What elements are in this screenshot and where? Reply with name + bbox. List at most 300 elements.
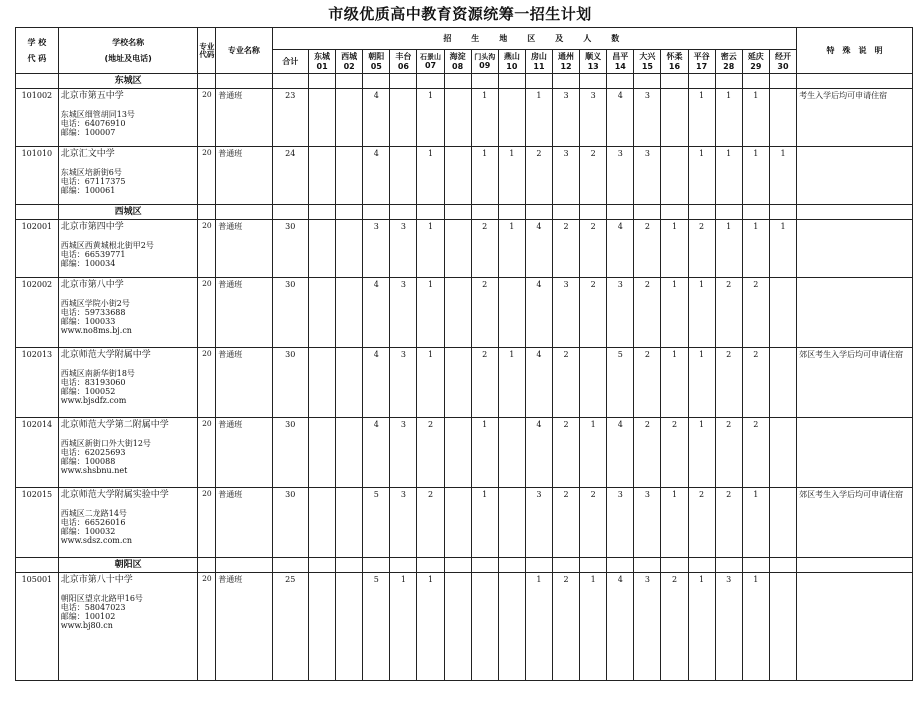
district-count: 2	[471, 278, 498, 348]
district-count: 1	[417, 348, 444, 418]
district-name: 密云	[720, 52, 737, 62]
district-count: 1	[661, 348, 688, 418]
district-count: 1	[498, 220, 525, 278]
school-code: 102014	[16, 418, 59, 488]
region-spacer	[580, 558, 607, 573]
district-count	[769, 488, 796, 558]
spec-name: 普通班	[216, 418, 272, 488]
special-note: 考生入学后均可申请住宿	[797, 89, 913, 147]
district-name: 延庆	[747, 52, 764, 62]
district-count: 1	[525, 89, 552, 147]
total-count: 23	[272, 89, 309, 147]
region-spacer	[769, 205, 796, 220]
school-address-line: 电话：62025693	[60, 448, 126, 458]
district-count: 1	[471, 89, 498, 147]
school-row	[16, 348, 913, 418]
district-count	[498, 278, 525, 348]
region-spacer	[661, 205, 688, 220]
district-count: 4	[363, 418, 390, 488]
header-district	[363, 50, 390, 74]
region-spacer	[688, 74, 715, 89]
region-spacer	[715, 205, 742, 220]
district-code: 08	[452, 61, 464, 71]
district-count	[498, 573, 525, 681]
district-name: 通州	[558, 52, 575, 62]
district-count	[444, 418, 471, 488]
district-count	[498, 89, 525, 147]
spec-name: 普通班	[216, 488, 272, 558]
header-district	[607, 50, 634, 74]
district-count: 1	[742, 488, 769, 558]
region-spacer	[607, 74, 634, 89]
header-code-top: 学 校	[27, 38, 47, 48]
district-count: 2	[634, 418, 661, 488]
district-count: 1	[471, 147, 498, 205]
district-count: 3	[390, 220, 417, 278]
district-code: 16	[668, 61, 681, 71]
school-address-line: 电话：66526016	[60, 518, 126, 528]
school-info	[58, 418, 198, 488]
district-code: 15	[641, 61, 653, 71]
district-count	[336, 488, 363, 558]
region-spacer	[444, 558, 471, 573]
header-spec-code: 专业代码	[198, 28, 216, 74]
district-count	[444, 573, 471, 681]
header-spec-name: 专业名称	[216, 28, 272, 74]
district-count	[444, 348, 471, 418]
spec-name: 普通班	[216, 278, 272, 348]
page-title: 市级优质高中教育资源统筹一招生计划	[328, 5, 592, 23]
spec-code: 20	[198, 418, 216, 488]
district-count: 2	[715, 418, 742, 488]
school-row	[16, 89, 913, 147]
school-address-line: 邮编：100033	[60, 316, 116, 326]
special-note	[797, 573, 913, 681]
district-code: 30	[777, 61, 789, 71]
district-count: 1	[688, 278, 715, 348]
region-spacer	[715, 74, 742, 89]
district-count: 4	[607, 220, 634, 278]
district-count: 1	[417, 89, 444, 147]
district-count: 3	[607, 488, 634, 558]
school-code: 102015	[16, 488, 59, 558]
header-district	[688, 50, 715, 74]
header-name-top: 学校名称	[112, 38, 145, 48]
region-spacer	[471, 74, 498, 89]
special-note: 郊区考生入学后均可申请住宿	[797, 488, 913, 558]
header-district	[444, 50, 471, 74]
district-count	[444, 488, 471, 558]
school-code: 101010	[16, 147, 59, 205]
school-address-line: 电话：59733688	[60, 308, 126, 318]
district-count: 4	[525, 418, 552, 488]
school-info	[58, 488, 198, 558]
school-row	[16, 220, 913, 278]
school-info	[58, 278, 198, 348]
school-name: 北京师范大学附属中学	[60, 350, 151, 360]
district-count: 3	[607, 278, 634, 348]
spec-name: 普通班	[216, 220, 272, 278]
district-count: 1	[742, 89, 769, 147]
district-count: 1	[580, 573, 607, 681]
header-district	[715, 50, 742, 74]
region-spacer	[471, 205, 498, 220]
district-code: 29	[750, 61, 762, 71]
school-code: 102001	[16, 220, 59, 278]
district-count: 1	[769, 147, 796, 205]
region-code-cell	[16, 74, 59, 89]
district-count	[769, 348, 796, 418]
district-count	[661, 147, 688, 205]
district-count: 4	[607, 89, 634, 147]
district-count: 3	[390, 348, 417, 418]
district-count	[336, 220, 363, 278]
district-count	[498, 488, 525, 558]
header-district	[498, 50, 525, 74]
region-spacer	[390, 74, 417, 89]
district-count: 1	[498, 348, 525, 418]
district-count	[444, 278, 471, 348]
header-school-name	[58, 28, 198, 74]
district-count: 1	[688, 348, 715, 418]
school-address-line: 电话：58047023	[60, 603, 126, 613]
district-count	[336, 573, 363, 681]
school-address-line: 邮编：100052	[60, 386, 116, 396]
spec-code: 20	[198, 488, 216, 558]
district-count: 4	[607, 418, 634, 488]
district-code: 17	[696, 61, 708, 71]
district-count: 3	[715, 573, 742, 681]
region-spacer	[607, 558, 634, 573]
district-code: 09	[479, 60, 491, 70]
header-district	[742, 50, 769, 74]
region-code-cell	[16, 205, 59, 220]
region-spacer	[390, 558, 417, 573]
region-spacer	[661, 74, 688, 89]
school-address-line: 电话：67117375	[60, 177, 126, 187]
district-count: 2	[580, 147, 607, 205]
region-code-cell	[16, 558, 59, 573]
district-code: 28	[723, 61, 735, 71]
district-name: 东城	[314, 52, 331, 62]
school-address-line: 西城区西黄城根北街甲2号	[60, 241, 154, 251]
spec-name: 普通班	[216, 147, 272, 205]
school-address-line: 邮编：100061	[60, 185, 116, 195]
school-address-line: 东城区培新街6号	[60, 168, 122, 178]
total-count: 30	[272, 278, 309, 348]
district-name: 朝阳	[368, 52, 385, 62]
header-district	[525, 50, 552, 74]
total-count: 30	[272, 220, 309, 278]
district-count: 1	[688, 418, 715, 488]
region-spacer	[336, 74, 363, 89]
district-count: 2	[417, 418, 444, 488]
school-code: 102013	[16, 348, 59, 418]
district-count	[769, 89, 796, 147]
region-spacer	[553, 205, 580, 220]
district-count	[390, 89, 417, 147]
district-count: 2	[688, 220, 715, 278]
district-count: 5	[363, 488, 390, 558]
district-count: 2	[634, 348, 661, 418]
region-spacer	[769, 74, 796, 89]
district-count: 3	[634, 488, 661, 558]
total-count: 24	[272, 147, 309, 205]
district-count: 2	[715, 348, 742, 418]
district-count: 2	[553, 573, 580, 681]
district-count	[580, 348, 607, 418]
district-count: 2	[553, 418, 580, 488]
district-count	[309, 348, 336, 418]
district-count: 1	[715, 220, 742, 278]
district-count	[336, 278, 363, 348]
district-count: 1	[471, 418, 498, 488]
region-spacer	[216, 74, 272, 89]
region-name: 西城区	[58, 205, 198, 220]
header-district	[769, 50, 796, 74]
total-count: 30	[272, 488, 309, 558]
school-address-line: 邮编：100034	[60, 258, 116, 268]
header-name-bottom: (地址及电话)	[104, 53, 152, 63]
region-spacer	[797, 205, 913, 220]
region-spacer	[198, 558, 216, 573]
school-address-line: 西城区南新华街18号	[60, 369, 135, 379]
district-count: 2	[525, 147, 552, 205]
district-count	[309, 89, 336, 147]
district-count	[769, 278, 796, 348]
district-name: 西城	[341, 52, 358, 62]
header-code-bottom: 代 码	[27, 53, 47, 63]
school-address-line: 西城区新街口外大街12号	[60, 439, 151, 449]
district-count: 1	[390, 573, 417, 681]
district-count: 1	[715, 147, 742, 205]
region-spacer	[272, 74, 309, 89]
district-count: 1	[417, 147, 444, 205]
header-region-title: 招 生 地 区 及 人 数	[272, 28, 797, 50]
district-code: 10	[506, 61, 518, 71]
district-count: 4	[363, 89, 390, 147]
region-spacer	[797, 558, 913, 573]
district-count	[309, 278, 336, 348]
district-count: 4	[363, 348, 390, 418]
district-count: 2	[634, 278, 661, 348]
header-district	[553, 50, 580, 74]
district-count: 1	[580, 418, 607, 488]
school-name: 北京汇文中学	[60, 149, 115, 159]
district-count: 2	[471, 348, 498, 418]
region-spacer	[634, 205, 661, 220]
district-count: 2	[661, 573, 688, 681]
school-address-line: 西城区二龙路14号	[60, 509, 127, 519]
district-count: 1	[742, 573, 769, 681]
school-address-line: 邮编：100102	[60, 611, 116, 621]
district-count	[309, 418, 336, 488]
district-count: 1	[498, 147, 525, 205]
district-count: 2	[742, 348, 769, 418]
district-count: 3	[553, 278, 580, 348]
region-spacer	[525, 558, 552, 573]
district-count: 4	[363, 147, 390, 205]
total-count: 25	[272, 573, 309, 681]
region-spacer	[742, 74, 769, 89]
school-address-line: www.bjsdfz.com	[60, 395, 127, 405]
district-count: 1	[688, 147, 715, 205]
region-spacer	[580, 205, 607, 220]
district-count: 1	[661, 278, 688, 348]
region-spacer	[336, 205, 363, 220]
spec-name: 普通班	[216, 89, 272, 147]
spec-code: 20	[198, 278, 216, 348]
district-count: 1	[688, 89, 715, 147]
total-count: 30	[272, 348, 309, 418]
district-count	[336, 348, 363, 418]
district-count: 2	[742, 418, 769, 488]
district-count	[444, 220, 471, 278]
district-count	[390, 147, 417, 205]
district-name: 大兴	[639, 52, 656, 62]
district-count: 1	[688, 573, 715, 681]
school-row	[16, 147, 913, 205]
district-code: 07	[424, 60, 437, 70]
district-count: 1	[742, 220, 769, 278]
header-district	[580, 50, 607, 74]
region-spacer	[769, 558, 796, 573]
district-count: 2	[553, 348, 580, 418]
region-spacer	[525, 205, 552, 220]
district-count	[471, 573, 498, 681]
region-spacer	[336, 558, 363, 573]
spec-name: 普通班	[216, 348, 272, 418]
region-spacer	[216, 205, 272, 220]
school-address-line: 朝阳区望京北路甲16号	[60, 594, 143, 604]
district-count	[498, 418, 525, 488]
region-spacer	[715, 558, 742, 573]
school-name: 北京市第八十中学	[60, 575, 133, 585]
header-school-code	[16, 28, 59, 74]
district-count: 2	[715, 488, 742, 558]
region-spacer	[498, 558, 525, 573]
header-district	[417, 50, 444, 74]
school-address-line: 电话：83193060	[60, 378, 126, 388]
district-name: 顺义	[585, 52, 602, 62]
district-count: 2	[715, 278, 742, 348]
district-code: 05	[370, 61, 382, 71]
district-count: 2	[580, 220, 607, 278]
district-count: 5	[363, 573, 390, 681]
header-district	[634, 50, 661, 74]
school-row	[16, 573, 913, 681]
special-note	[797, 220, 913, 278]
school-address-line: 电话：66539771	[60, 250, 126, 260]
region-spacer	[742, 205, 769, 220]
district-count: 2	[417, 488, 444, 558]
district-count: 2	[580, 488, 607, 558]
school-address-line: www.sdsz.com.cn	[60, 535, 133, 545]
district-name: 平谷	[693, 52, 710, 62]
district-code: 12	[560, 61, 572, 71]
district-count: 3	[580, 89, 607, 147]
district-count	[309, 147, 336, 205]
district-name: 海淀	[449, 52, 466, 62]
region-spacer	[498, 205, 525, 220]
district-code: 11	[533, 61, 545, 71]
school-address-line: www.bj80.cn	[60, 620, 113, 630]
region-spacer	[688, 558, 715, 573]
district-count: 2	[553, 220, 580, 278]
region-spacer	[363, 74, 390, 89]
district-count: 1	[769, 220, 796, 278]
district-count: 1	[471, 488, 498, 558]
school-name: 北京师范大学第二附属中学	[60, 420, 169, 430]
region-spacer	[272, 205, 309, 220]
region-spacer	[498, 74, 525, 89]
district-name: 怀柔	[666, 52, 683, 62]
region-spacer	[417, 74, 444, 89]
spec-name: 普通班	[216, 573, 272, 681]
spec-code: 20	[198, 348, 216, 418]
district-count: 4	[525, 348, 552, 418]
district-count	[661, 89, 688, 147]
spec-code: 20	[198, 220, 216, 278]
region-spacer	[607, 205, 634, 220]
district-count: 2	[471, 220, 498, 278]
region-spacer	[363, 205, 390, 220]
region-spacer	[309, 205, 336, 220]
district-name: 门头沟	[474, 52, 496, 61]
special-note	[797, 418, 913, 488]
district-count: 1	[417, 220, 444, 278]
district-count	[444, 89, 471, 147]
region-spacer	[797, 74, 913, 89]
district-count: 4	[607, 573, 634, 681]
region-spacer	[309, 74, 336, 89]
district-count: 3	[634, 89, 661, 147]
district-count	[769, 418, 796, 488]
region-spacer	[580, 74, 607, 89]
region-spacer	[417, 558, 444, 573]
district-count	[309, 488, 336, 558]
district-count: 1	[417, 278, 444, 348]
school-name: 北京师范大学附属实验中学	[60, 490, 169, 500]
school-info	[58, 348, 198, 418]
region-name: 朝阳区	[58, 558, 198, 573]
district-count: 4	[363, 278, 390, 348]
region-spacer	[272, 558, 309, 573]
region-spacer	[390, 205, 417, 220]
school-code: 101002	[16, 89, 59, 147]
region-spacer	[688, 205, 715, 220]
school-code: 105001	[16, 573, 59, 681]
district-name: 房山	[530, 52, 547, 62]
school-row	[16, 278, 913, 348]
school-address-line: 西城区学院小街2号	[60, 299, 130, 309]
region-spacer	[553, 74, 580, 89]
enrollment-table	[15, 27, 913, 681]
district-count	[769, 573, 796, 681]
school-address-line: 电话：64076910	[60, 119, 126, 129]
spec-code: 20	[198, 147, 216, 205]
district-name: 昌平	[612, 52, 629, 62]
district-count: 1	[661, 220, 688, 278]
region-row	[16, 205, 913, 220]
district-count: 3	[553, 147, 580, 205]
district-count: 2	[661, 418, 688, 488]
district-code: 01	[316, 61, 328, 71]
region-spacer	[471, 558, 498, 573]
school-address-line: www.shsbnu.net	[60, 465, 128, 475]
district-code: 06	[397, 61, 409, 71]
region-spacer	[742, 558, 769, 573]
